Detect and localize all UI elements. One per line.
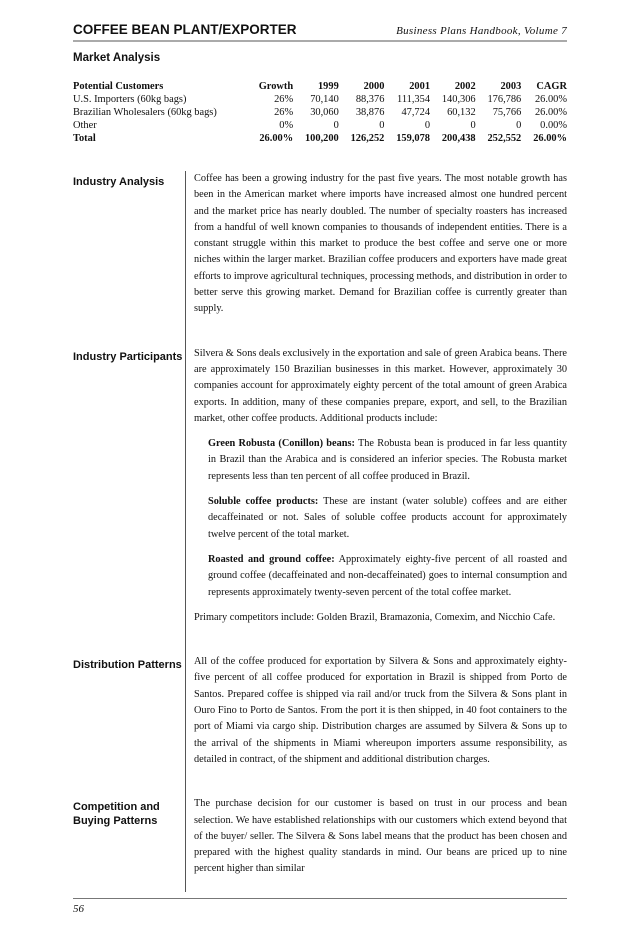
sections: [73, 171, 567, 892]
product-term: Soluble coffee products:: [208, 496, 319, 508]
table-cell: 0.00%: [540, 120, 567, 131]
table-cell: 70,140: [310, 94, 339, 105]
table-cell: 47,724: [401, 107, 431, 118]
table-cell: 252,552: [487, 133, 522, 144]
table-cell: Other: [73, 120, 97, 131]
table-cell: Total: [73, 133, 96, 144]
footer: [73, 898, 567, 915]
table-cell: 26.00%: [259, 133, 294, 144]
table-cell: 0: [333, 120, 339, 131]
table-cell: 176,786: [487, 94, 522, 105]
paragraph: Silvera & Sons deals exclusively in the exportation and sale of green Arabica beans. There are approximately 150 Brazilian businesses in this market. However, approximately 30 companies account for approximately eighty percent of the total amount of green Arabica exports. In addition, many of these companies prepare, export, and sell, to the Brazilian market, other coffee products. Additional products include:: [194, 347, 567, 424]
table-cell: 0: [516, 120, 522, 131]
table-cell: 38,876: [355, 107, 385, 118]
industry-participants-heading: Industry Participants: [73, 350, 183, 363]
table-cell: 75,766: [492, 107, 522, 118]
distribution-patterns-section: [73, 654, 567, 796]
product-term: Green Robusta (Conillon) beans:: [208, 438, 355, 450]
industry-analysis-section: [73, 171, 567, 346]
column-header: CAGR: [536, 81, 567, 92]
table-cell: 26%: [274, 94, 294, 105]
running-header-book: Business Plans Handbook, Volume 7: [396, 25, 567, 37]
column-header: 2000: [363, 81, 385, 92]
table-cell: 60,132: [447, 107, 476, 118]
table-row: [73, 106, 567, 119]
column-header: Growth: [258, 81, 294, 92]
table-cell: 140,306: [441, 94, 476, 105]
table-cell: 0: [424, 120, 431, 131]
industry-analysis-body: [185, 171, 567, 346]
page-number: 56: [73, 902, 84, 915]
competition-body: [185, 796, 567, 891]
distribution-patterns-heading: Distribution Patterns: [73, 659, 182, 672]
column-header: 2003: [500, 81, 522, 92]
table-cell: 88,376: [355, 94, 385, 105]
column-header: 2001: [409, 81, 431, 92]
distribution-patterns-body: [185, 654, 567, 796]
table-header-row: [73, 80, 567, 93]
product-description: The Robusta bean is produced in far less quantity in Brazil than the Arabica and is considered an inferior species. The Robusta market represents less than ten percent of all coffee produced in Brazil.: [208, 438, 567, 482]
running-header-title: COFFEE BEAN PLANT/EXPORTER: [73, 22, 297, 37]
table-row: [73, 93, 567, 106]
competition-section: [73, 796, 567, 891]
industry-analysis-heading: Industry Analysis: [73, 176, 165, 188]
table-cell: 0: [379, 120, 385, 131]
competition-heading: Competition and Buying Patterns: [73, 801, 160, 828]
table-cell: 26.00%: [534, 94, 567, 105]
market-table: [73, 80, 567, 145]
table-cell: 26.00%: [533, 133, 567, 144]
table-cell: 26%: [274, 107, 294, 118]
paragraph: The purchase decision for our customer is based on trust in our process and bean selection. We have established relationships with our customers which extend beyond that of the buyer/ seller. The Silvera & Sons label means that the product has been chosen and prepared with the highest quality standards in mind. Our beans are priced up to nine percent higher than similar: [194, 798, 567, 875]
table-row: [73, 119, 567, 132]
column-header: Potential Customers: [73, 81, 164, 92]
industry-participants-body: [185, 346, 567, 654]
product-description: These are instant (water soluble) coffees and are either decaffeinated or not. Sales of soluble coffee products account for approximately twelve percent of the total market.: [208, 496, 567, 540]
table-cell: 111,354: [397, 94, 431, 105]
table-cell: 0%: [279, 120, 294, 131]
product-item: [208, 436, 567, 485]
product-term: Roasted and ground coffee:: [208, 553, 335, 565]
table-cell: 159,078: [396, 133, 431, 144]
table-cell: 126,252: [350, 133, 385, 144]
table-cell: 26.00%: [534, 107, 567, 118]
column-header: 1999: [317, 81, 339, 92]
table-cell: 0: [470, 120, 476, 131]
table-total-row: [73, 132, 567, 145]
industry-participants-section: [73, 346, 567, 654]
table-cell: 30,060: [310, 107, 339, 118]
table-cell: 100,200: [304, 133, 339, 144]
paragraph: Coffee has been a growing industry for the past five years. The most notable growth has been in the American market where imports have increased almost one hundred percent and the market price has nearly doubled. The number of specialty roasters has increased from a handful of well known companies to thousands of independent entities. There is a constant struggle within this market to produce the best coffee and serve one or more niches within the larger market. Brazilian coffee producers and exporters have made great efforts to improve agricultural techniques, processing methods, and distribution in order to better serve this growing market. Demand for Brazilian coffee is currently greater than supply.: [194, 173, 567, 315]
column-header: 2002: [454, 81, 476, 92]
product-item: [208, 552, 567, 601]
running-header: [73, 22, 567, 42]
paragraph: All of the coffee produced for exportation by Silvera & Sons and approximately eighty-five percent of all coffee produced for exportation in Brazil is shipped from Porto de Santos. Prepared coffee is shipped via rail and/or truck from the Silvera & Sons plant in Ouro Fino to Porto de Santos. From the port it is then shipped, in 40 foot containers to the port of Miami via cargo ship. Distribution charges are assumed by Silvera & Sons up to the arrival of the shipments in Miami whereupon importers assume responsibility, as detailed in contract, of the shipment and additional distribution charges.: [194, 656, 567, 765]
product-item: [208, 494, 567, 543]
table-cell: U.S. Importers (60kg bags): [73, 94, 187, 105]
table-cell: Brazilian Wholesalers (60kg bags): [73, 107, 217, 118]
market-analysis-heading: Market Analysis: [73, 52, 161, 64]
product-description: Approximately eighty-five percent of all roasted and ground coffee (decaffeinated and non-decaffeinated) goes to internal consumption and represents approximately twenty-seven percent of the total coffee market.: [208, 553, 567, 598]
paragraph: Primary competitors include: Golden Brazil, Bramazonia, Comexim, and Nicchio Cafe.: [194, 611, 556, 623]
table-cell: 200,438: [441, 133, 476, 144]
